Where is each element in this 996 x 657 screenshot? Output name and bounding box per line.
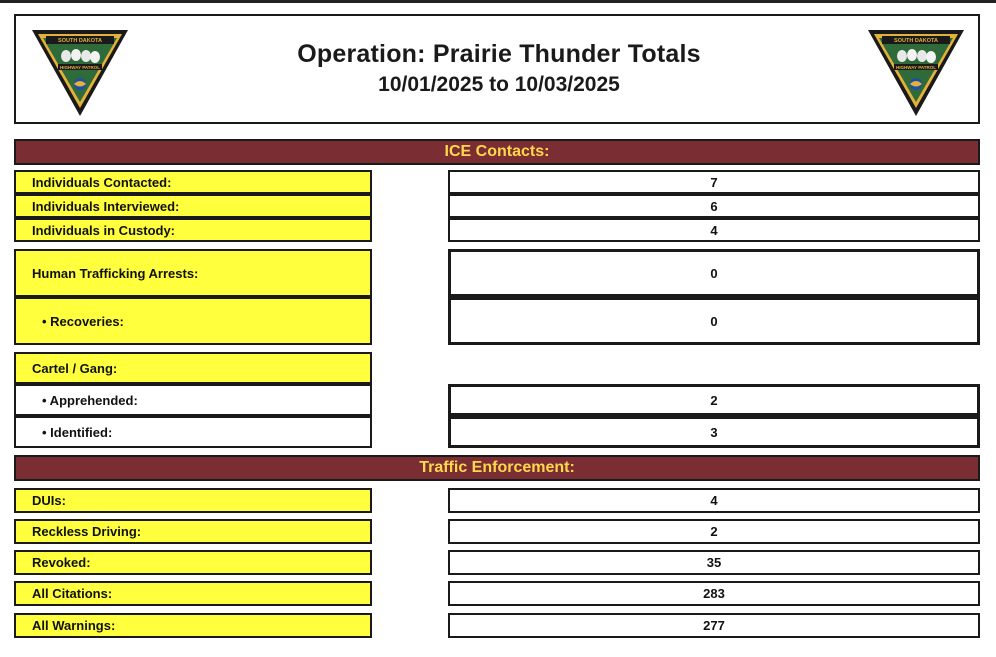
value-all-warnings: 277 (448, 613, 980, 638)
label-human-trafficking-arrests: Human Trafficking Arrests: (14, 249, 372, 297)
value-revoked: 35 (448, 550, 980, 575)
value-recoveries: 0 (448, 297, 980, 345)
label-reckless-driving: Reckless Driving: (14, 519, 372, 544)
label-individuals-contacted: Individuals Contacted: (14, 170, 372, 194)
value-individuals-contacted: 7 (448, 170, 980, 194)
ice-contacts-heading: ICE Contacts: (14, 139, 980, 165)
logo-text-top: SOUTH DAKOTA (894, 38, 938, 44)
logo-text-top: SOUTH DAKOTA (58, 38, 102, 44)
label-duis: DUIs: (14, 488, 372, 513)
highway-patrol-logo-icon (866, 26, 966, 118)
highway-patrol-logo-icon (30, 26, 130, 118)
label-identified: • Identified: (14, 416, 372, 448)
value-reckless-driving: 2 (448, 519, 980, 544)
date-range: 10/01/2025 to 10/03/2025 (378, 73, 620, 96)
top-rule (0, 0, 996, 3)
label-individuals-interviewed: Individuals Interviewed: (14, 194, 372, 218)
label-revoked: Revoked: (14, 550, 372, 575)
label-individuals-in-custody: Individuals in Custody: (14, 218, 372, 242)
value-apprehended: 2 (448, 384, 980, 416)
value-all-citations: 283 (448, 581, 980, 606)
value-identified: 3 (448, 416, 980, 448)
label-recoveries: • Recoveries: (14, 297, 372, 345)
label-apprehended: • Apprehended: (14, 384, 372, 416)
page-title: Operation: Prairie Thunder Totals (297, 40, 701, 68)
value-individuals-interviewed: 6 (448, 194, 980, 218)
label-all-citations: All Citations: (14, 581, 372, 606)
report-header (14, 14, 980, 124)
value-duis: 4 (448, 488, 980, 513)
logo-text-bottom: HIGHWAY PATROL (895, 65, 937, 70)
value-human-trafficking-arrests: 0 (448, 249, 980, 297)
label-cartel-gang: Cartel / Gang: (14, 352, 372, 384)
value-individuals-in-custody: 4 (448, 218, 980, 242)
logo-text-bottom: HIGHWAY PATROL (59, 65, 101, 70)
traffic-enforcement-heading: Traffic Enforcement: (14, 455, 980, 481)
label-all-warnings: All Warnings: (14, 613, 372, 638)
title-block (166, 40, 832, 97)
